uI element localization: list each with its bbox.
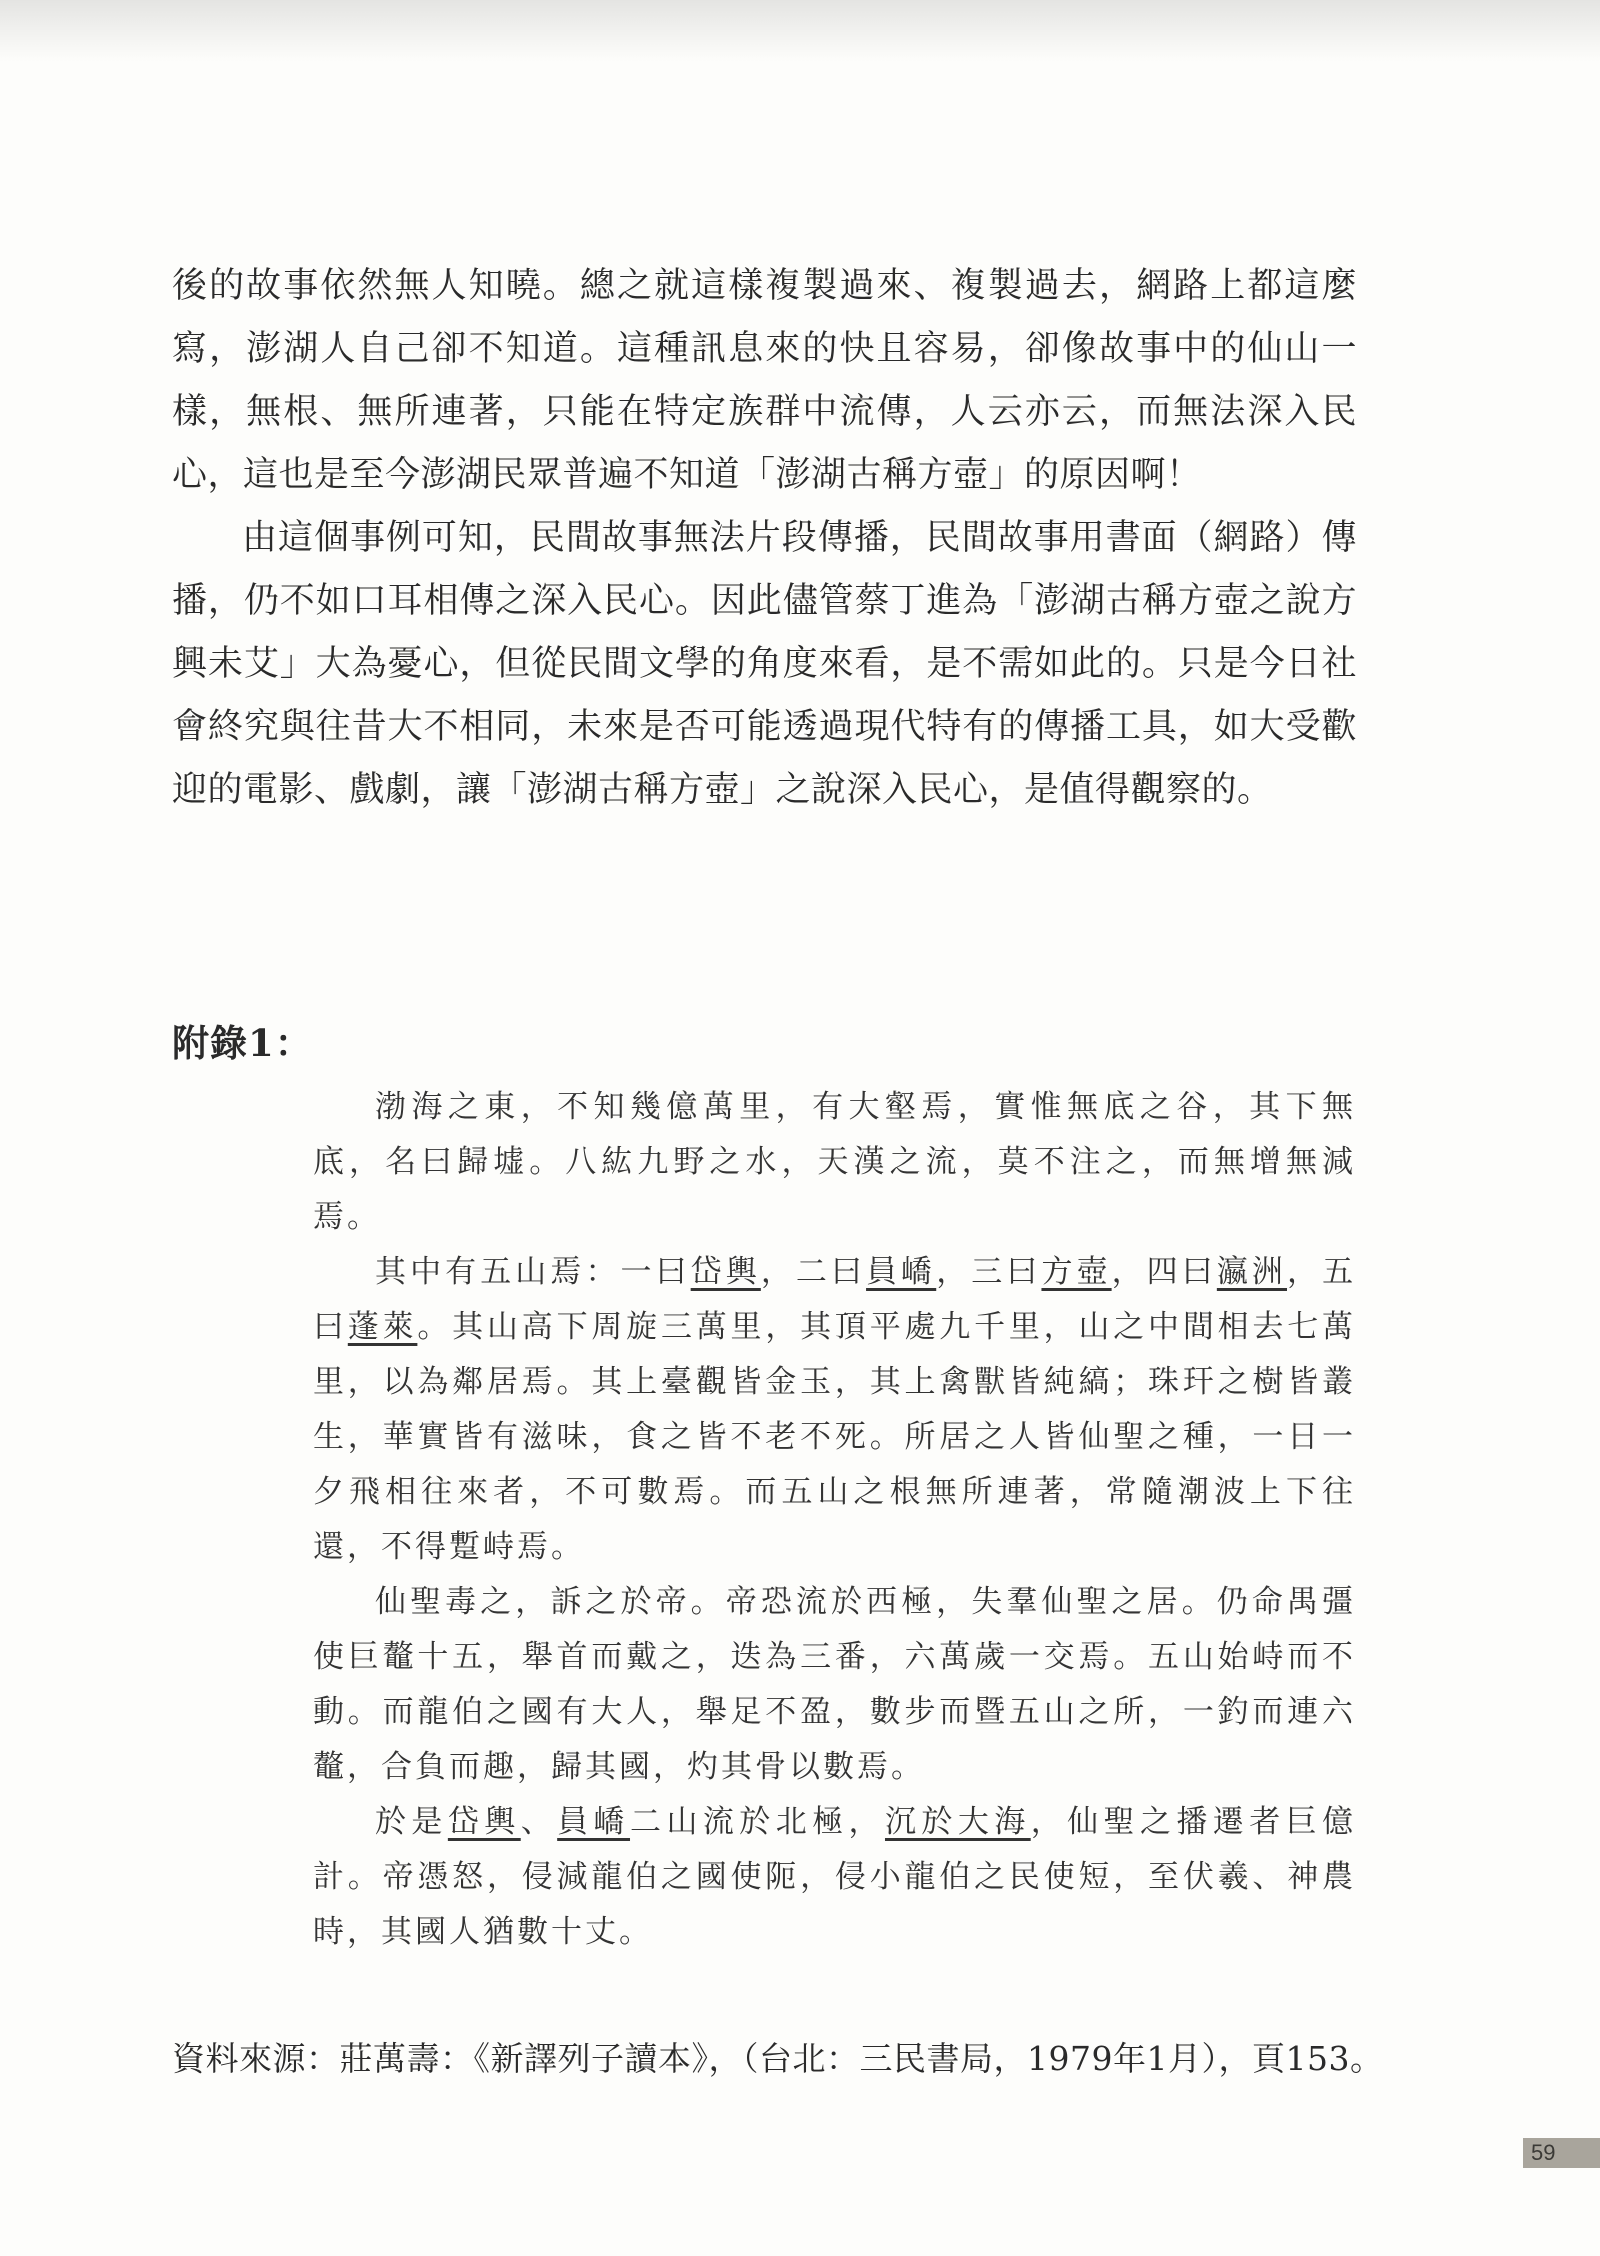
appendix-heading: 附錄1： bbox=[172, 1021, 313, 1065]
underlined-name: 岱輿 bbox=[690, 1254, 761, 1290]
quote-text: 、 bbox=[520, 1804, 558, 1840]
quote-text: ，三曰 bbox=[936, 1254, 1042, 1290]
underlined-name: 員嶠 bbox=[557, 1804, 631, 1840]
underlined-name: 員嶠 bbox=[866, 1254, 937, 1290]
main-text bbox=[172, 255, 1357, 822]
underlined-name: 瀛洲 bbox=[1216, 1254, 1287, 1290]
page-number: 59 bbox=[1523, 2138, 1600, 2168]
scan-top-shadow bbox=[0, 0, 1600, 62]
quote-paragraph-2 bbox=[313, 1245, 1356, 1575]
quote-text: ，仙聖之播遷者巨億計。帝憑怒，侵減龍伯之國使阨，侵小龍伯之民使短，至伏羲、神農時，其國人猶數十丈。 bbox=[313, 1804, 1357, 1950]
quote-paragraph-3: 仙聖毒之，訴之於帝。帝恐流於西極，失羣仙聖之居。仍命禺彊使巨鼇十五，舉首而戴之，迭為三番，六萬歲一交焉。五山始峙而不動。而龍伯之國有大人，舉足不盈，數步而暨五山之所，一釣而連六鼇，合負而趣，歸其國，灼其骨以數焉。 bbox=[313, 1584, 1356, 1785]
quote-text: 二山流於北極， bbox=[630, 1804, 885, 1840]
quote-text: ，五曰 bbox=[313, 1254, 1357, 1345]
quote-paragraph-1: 渤海之東，不知幾億萬里，有大壑焉，實惟無底之谷，其下無底，名曰歸墟。八紘九野之水，天漢之流，莫不注之，而無增無減焉。 bbox=[313, 1089, 1356, 1235]
underlined-name: 蓬萊 bbox=[347, 1309, 418, 1345]
source-citation: 資料來源：莊萬壽：《新譯列子讀本》，（台北：三民書局，1979年1月），頁153。 bbox=[172, 2039, 1384, 2078]
paragraph-conclusion: 由這個事例可知，民間故事無法片段傳播，民間故事用書面（網路）傳播，仍不如口耳相傳之深入民心。因此儘管蔡丁進為「澎湖古稱方壺之說方興未艾」大為憂心，但從民間文學的角度來看，是不需如此的。只是今日社會終究與往昔大不相同，未來是否可能透過現代特有的傳播工具，如大受歡迎的電影、戲劇，讓「澎湖古稱方壺」之說深入民心，是值得觀察的。 bbox=[172, 518, 1357, 810]
underlined-name: 方壺 bbox=[1041, 1254, 1112, 1290]
quote-paragraph-4 bbox=[313, 1795, 1356, 1960]
quote-text: 。其山高下周旋三萬里，其頂平處九千里，山之中間相去七萬里，以為鄰居焉。其上臺觀皆金玉，其上禽獸皆純縞；珠玕之樹皆叢生，華實皆有滋味，食之皆不老不死。所居之人皆仙聖之種，一日一夕飛相往來者，不可數焉。而五山之根無所連著，常隨潮波上下往還，不得蹔峙焉。 bbox=[313, 1309, 1357, 1565]
quote-text: 於是 bbox=[375, 1804, 448, 1840]
underlined-name: 岱輿 bbox=[447, 1804, 521, 1840]
quote-text: ，二曰 bbox=[760, 1254, 867, 1290]
paragraph-continued: 後的故事依然無人知曉。總之就這樣複製過來、複製過去，網路上都這麼寫，澎湖人自己卻不知道。這種訊息來的快且容易，卻像故事中的仙山一樣，無根、無所連著，只能在特定族群中流傳，人云亦云，而無法深入民心，這也是至今澎湖民眾普遍不知道「澎湖古稱方壺」的原因啊！ bbox=[172, 266, 1357, 495]
appendix-quotation bbox=[313, 1080, 1356, 1960]
quote-text: ，四曰 bbox=[1111, 1254, 1217, 1290]
quote-text: 其中有五山焉：一曰 bbox=[375, 1254, 691, 1290]
underlined-phrase: 沉於大海 bbox=[884, 1804, 1031, 1840]
